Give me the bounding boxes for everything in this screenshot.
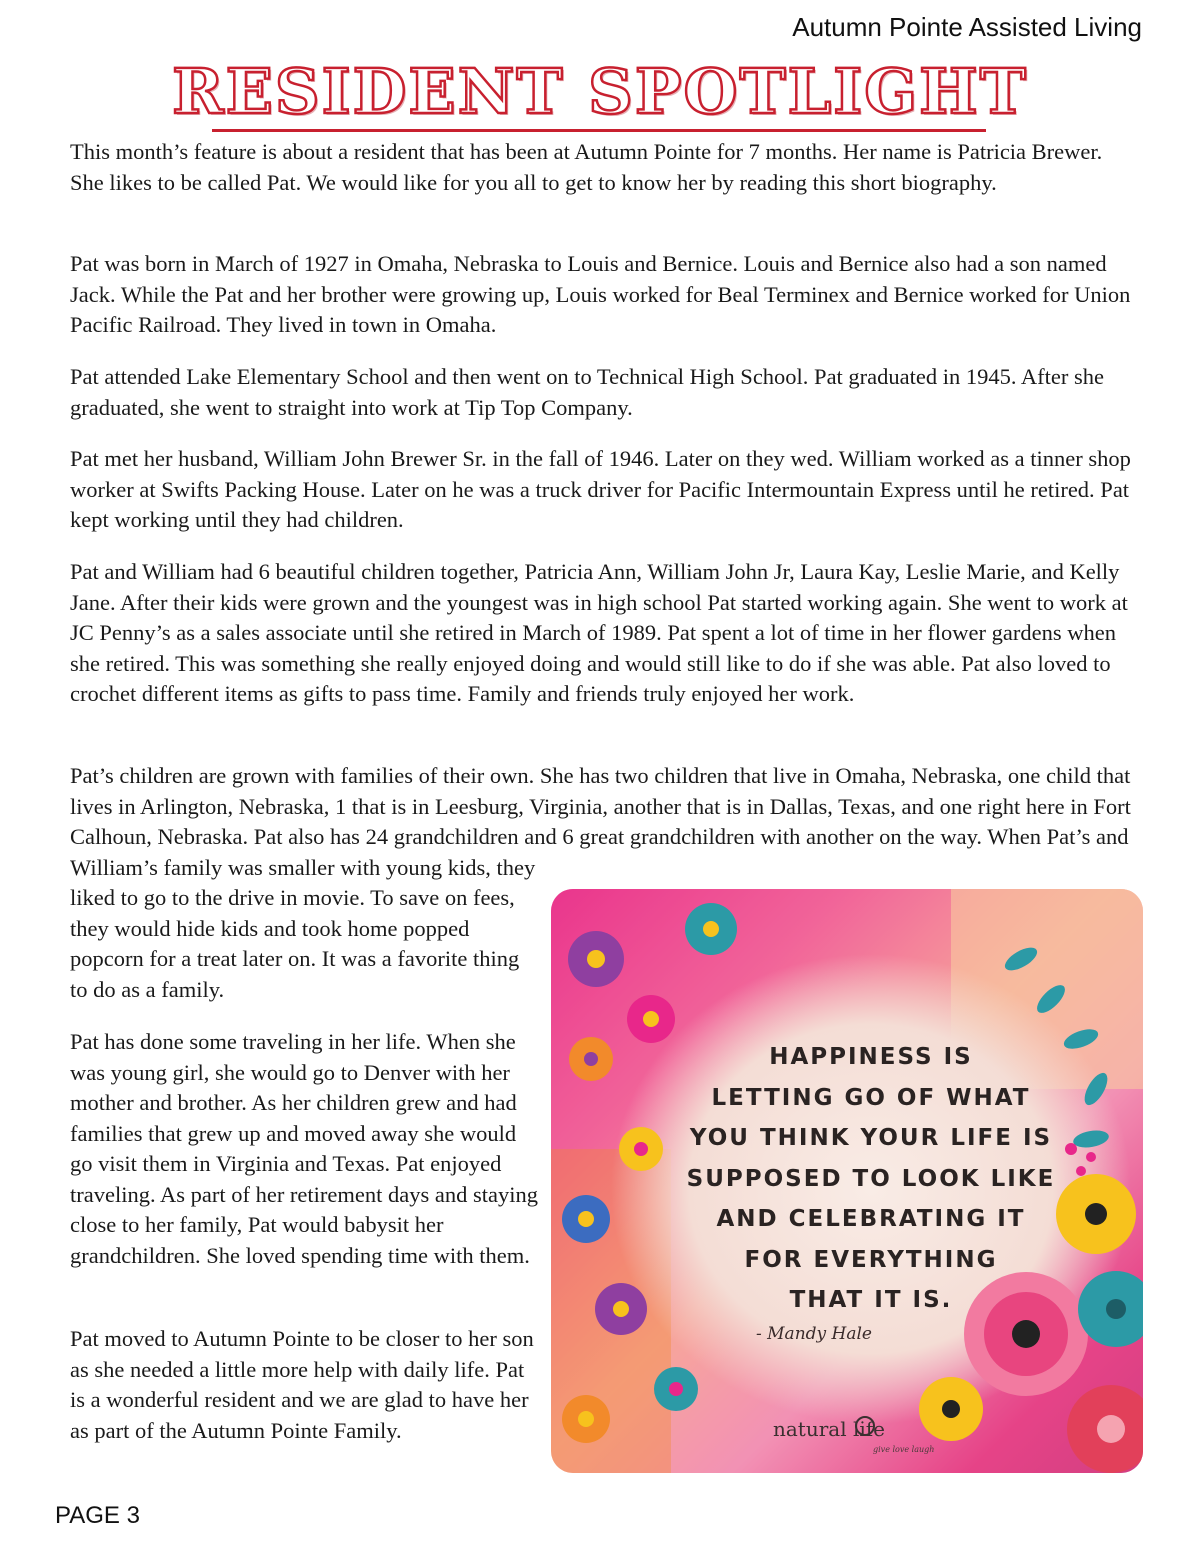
brand-name: natural life: [773, 1417, 885, 1441]
flower-orange-icon: [569, 1037, 613, 1081]
page-title: RESIDENT SPOTLIGHT: [172, 55, 1028, 128]
quote-author: - Mandy Hale: [756, 1324, 872, 1344]
closing-paragraph: Pat moved to Autumn Pointe to be closer to her son as she needed a little more help with daily life. Pat is a wonderful resident and we are glad to have her as part of the Autumn Pointe Family.: [70, 1326, 534, 1443]
quote-line: HAPPINESS IS: [769, 1044, 973, 1070]
quote-line: YOU THINK YOUR LIFE IS: [689, 1125, 1053, 1151]
quote-line: AND CELEBRATING IT: [716, 1206, 1026, 1232]
rose-yellow-small-icon: [919, 1377, 983, 1441]
flower-blue-icon: [562, 1195, 610, 1243]
flower-yellow-icon: [619, 1127, 663, 1171]
flower-orange-lower-icon: [562, 1395, 610, 1443]
page-number: PAGE 3: [55, 1502, 140, 1529]
quote-line: SUPPOSED TO LOOK LIKE: [686, 1165, 1056, 1192]
travel-paragraph: Pat has done some traveling in her life. When she was young girl, she would go to Denver with her mother and brother. As her children grew and had families that grew up and moved away she would go visit them in Virginia and Texas. Pat enjoyed traveling. As part of her retirement days and staying close to her family, Pat would babysit her grandchildren. She loved spending time with them.: [70, 1029, 538, 1268]
quote-line: FOR EVERYTHING: [744, 1246, 998, 1273]
organization-name: Autumn Pointe Assisted Living: [792, 12, 1142, 42]
marriage-paragraph: Pat met her husband, William John Brewer Sr. in the fall of 1946. Later on they wed. William worked as a tinner shop worker at Swifts Packing House. Later on he was a truck driver for Pacific Intermountain Express until he retired. Pat kept working until they had children.: [70, 446, 1131, 532]
quote-line: LETTING GO OF WHAT: [711, 1084, 1031, 1111]
title-underline: [212, 129, 986, 132]
quote-card: [551, 889, 1143, 1473]
flower-teal-icon: [685, 903, 737, 955]
brand-tagline: give love laugh: [873, 1445, 935, 1454]
drive-in-paragraph: liked to go to the drive in movie. To save on fees, they would hide kids and took home popped popcorn for a treat later on. It was a favorite thing to do as a family.: [70, 885, 520, 1002]
quote-line: THAT IT IS.: [789, 1287, 953, 1313]
flower-teal-lower-icon: [654, 1367, 698, 1411]
family-paragraph: Pat’s children are grown with families of their own. She has two children that live in Omaha, Nebraska, one child that lives in Arlington, Nebraska, 1 that is in Leesburg, Virginia, another that is in Dallas, Texas, and one right here in Fort Calhoun, Nebraska. Pat also has 24 grandchildren and 6 great grandchildren with another on the way. When Pat’s and William’s family was smaller with young kids, they: [70, 763, 1131, 880]
quote-text: [671, 1037, 1071, 1321]
flower-pink-icon: [627, 995, 675, 1043]
children-paragraph: Pat and William had 6 beautiful children together, Patricia Ann, William John Jr, Laura Kay, Leslie Marie, and Kelly Jane. After their kids were grown and the youngest was in high school Pat started working again. She went to work at JC Penny’s as a sales associate until she retired in March of 1989. Pat spent a lot of time in her flower gardens when she retired. This was something she really enjoyed doing and would still like to do if she was able. Pat also loved to crochet different items as gifts to pass time. Family and friends truly enjoyed her work.: [70, 559, 1128, 706]
flower-purple-icon: [568, 931, 624, 987]
flower-purple-lower-icon: [595, 1283, 647, 1335]
birth-paragraph: Pat was born in March of 1927 in Omaha, Nebraska to Louis and Bernice. Louis and Bernice also had a son named Jack. While the Pat and her brother were growing up, Louis worked for Beal Terminex and Bernice worked for Union Pacific Railroad. They lived in town in Omaha.: [70, 251, 1131, 337]
intro-paragraph: This month’s feature is about a resident that has been at Autumn Pointe for 7 months. Her name is Patricia Brewer. She likes to be called Pat. We would like for you all to get to know her by reading this short biography.: [70, 139, 1103, 195]
school-paragraph: Pat attended Lake Elementary School and then went on to Technical High School. Pat graduated in 1945. After she graduated, she went to straight into work at Tip Top Company.: [70, 364, 1104, 420]
